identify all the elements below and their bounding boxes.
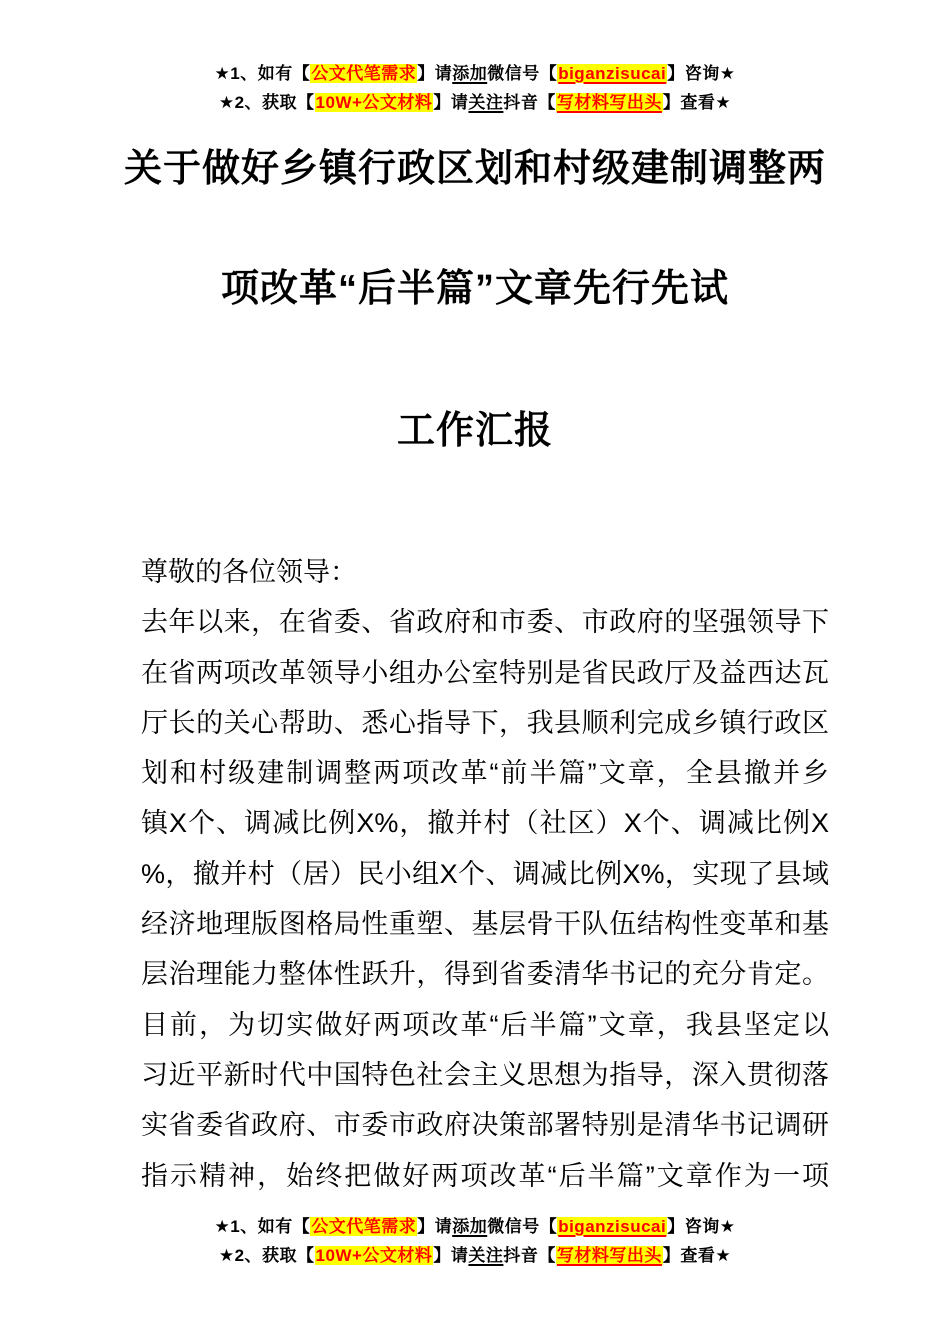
promo-header [0, 59, 950, 117]
promo-text: ★2、获取【 [218, 1246, 315, 1265]
body-line: 在省两项改革领导小组办公室特别是省民政厅及益西达瓦 [141, 657, 829, 688]
body-line: 目前，为切实做好两项改革“后半篇”文章，我县坚定以 [141, 1009, 829, 1040]
promo-wechat-id: biganzisucai [558, 64, 667, 83]
promo-text: 微信号【 [487, 64, 558, 83]
promo-text: 微信号【 [487, 1217, 558, 1236]
promo-highlight-materials: 10W+公文材料 [315, 1246, 433, 1265]
document-title-line-2: 项改革“后半篇”文章先行先试 [220, 268, 729, 310]
promo-highlight-service: 公文代笔需求 [311, 1217, 417, 1236]
promo-text: 】咨询★ [667, 64, 736, 83]
promo-underline-add: 添加 [452, 64, 488, 83]
body-line: 层治理能力整体性跃升，得到省委清华书记的充分肯定。 [141, 959, 829, 990]
promo-text: ★2、获取【 [218, 93, 315, 112]
promo-text: 抖音【 [503, 1246, 556, 1265]
promo-text: 】请 [417, 64, 453, 83]
promo-footer-line-2 [0, 1241, 950, 1270]
promo-text: ★1、如有【 [214, 1217, 311, 1236]
promo-text: 】查看★ [662, 93, 732, 112]
body-line: %，撤并村（居）民小组X个、调减比例X%，实现了县域 [141, 858, 829, 889]
body-line: 实省委省政府、市委市政府决策部署特别是清华书记调研 [141, 1110, 829, 1141]
promo-highlight-service: 公文代笔需求 [311, 64, 417, 83]
document-title-line-3: 工作汇报 [396, 410, 553, 452]
promo-text: 】查看★ [662, 1246, 732, 1265]
promo-highlight-materials: 10W+公文材料 [315, 93, 433, 112]
promo-underline-follow: 关注 [468, 93, 504, 112]
salutation-line: 尊敬的各位领导： [141, 557, 357, 587]
promo-footer-line-1 [0, 1212, 950, 1241]
promo-header-line-2 [0, 88, 950, 117]
document-body [141, 547, 829, 1201]
promo-underline-add: 添加 [452, 1217, 488, 1236]
promo-footer [0, 1212, 950, 1270]
promo-text: 】请 [433, 1246, 469, 1265]
promo-text: ★1、如有【 [214, 64, 311, 83]
body-line: 镇X个、调减比例X%，撤并村（社区）X个、调减比例X [141, 808, 829, 839]
body-line: 厅长的关心帮助、悉心指导下，我县顺利完成乡镇行政区 [141, 707, 829, 738]
promo-douyin-id: 写材料写出头 [556, 93, 662, 112]
promo-text: 】请 [417, 1217, 453, 1236]
promo-header-line-1 [0, 59, 950, 88]
promo-douyin-id: 写材料写出头 [556, 1246, 662, 1265]
promo-text: 抖音【 [503, 93, 556, 112]
body-line: 习近平新时代中国特色社会主义思想为指导，深入贯彻落 [141, 1059, 829, 1090]
promo-text: 】咨询★ [667, 1217, 736, 1236]
document-title-line-1: 关于做好乡镇行政区划和村级建制调整两 [123, 148, 826, 190]
body-line: 去年以来，在省委、省政府和市委、市政府的坚强领导下 [141, 607, 829, 638]
promo-underline-follow: 关注 [468, 1246, 504, 1265]
body-line: 经济地理版图格局性重塑、基层骨干队伍结构性变革和基 [141, 909, 829, 940]
body-line: 划和村级建制调整两项改革“前半篇”文章，全县撤并乡 [141, 758, 829, 789]
promo-wechat-id: biganzisucai [558, 1217, 667, 1236]
body-line: 指示精神，始终把做好两项改革“后半篇”文章作为一项 [141, 1160, 829, 1191]
promo-text: 】请 [433, 93, 469, 112]
